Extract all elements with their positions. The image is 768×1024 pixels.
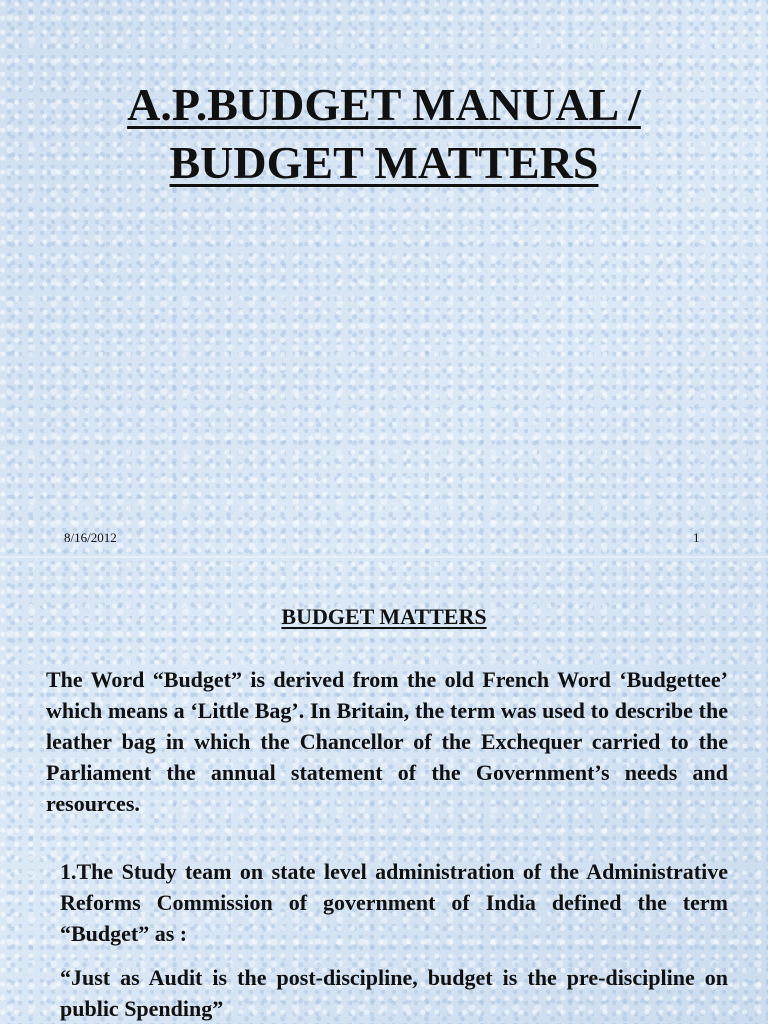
intro-paragraph: The Word “Budget” is derived from the old French Word ‘Budgettee’ which means a ‘Little Bag’. In Britain, the term was used to describe the leather bag in which the Chancellor of the Exchequer carried to the Parliament the annual statement of the Government’s needs and resources. — [46, 667, 728, 816]
budget-quote: “Just as Audit is the post-discipline, budget is the pre-discipline on public Spending” — [60, 965, 728, 1021]
slide-date: 8/16/2012 — [64, 530, 117, 545]
slide-title-line-1: A.P.BUDGET MANUAL / — [127, 79, 641, 130]
point-1: 1.The Study team on state level administration of the Administrative Reforms Commission of government of India defined the term “Budget” as : — [60, 859, 728, 946]
slide-page-number: 1 — [693, 530, 700, 545]
slide-title — [0, 76, 768, 192]
slide-title-line-2: BUDGET MATTERS — [169, 137, 599, 188]
section-heading: BUDGET MATTERS — [281, 604, 487, 629]
